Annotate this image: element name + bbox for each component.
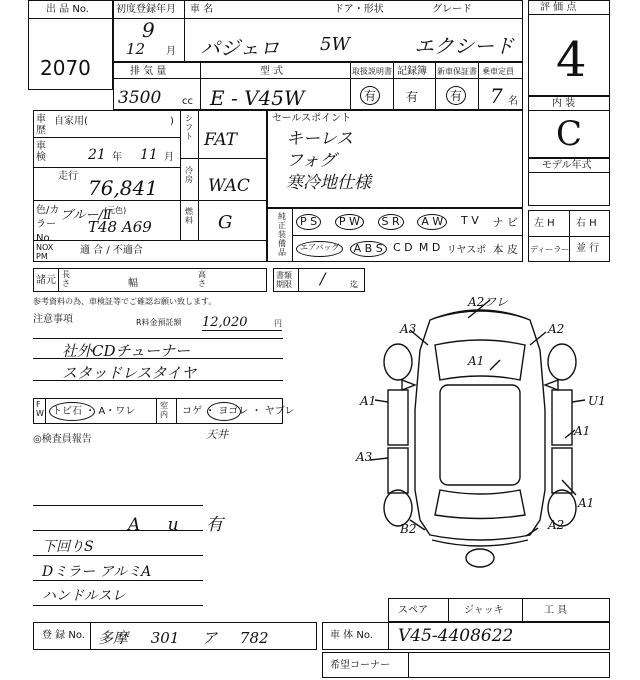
equip-ps: P S: [296, 214, 321, 230]
room-items: コゲ ・ ヨゴレ ・ ヤブレ: [182, 406, 295, 417]
record-label: 記録簿: [397, 66, 427, 77]
divider: [388, 622, 389, 650]
divider: [198, 110, 199, 240]
divider: [292, 235, 523, 236]
fw-circle-mark: [49, 402, 95, 421]
interior-label: 内 装: [552, 98, 576, 109]
equip-cd: C D: [392, 241, 413, 254]
divider: [350, 62, 351, 110]
width-label: 幅: [128, 278, 138, 289]
spare-label: スペア: [398, 605, 428, 616]
capacity-label: 乗車定員: [482, 67, 514, 76]
divider: [478, 62, 479, 110]
equipment-label: 純正装備品: [278, 212, 286, 257]
right-hand-drive: 右 H: [576, 218, 597, 229]
note-line: スタッドレスタイヤ: [62, 364, 197, 382]
room-label: 室内: [160, 401, 168, 419]
divider: [298, 268, 299, 292]
rule: [33, 605, 203, 606]
divider: [113, 18, 523, 19]
divider: [393, 62, 394, 110]
chassis-label: 車 体 No.: [330, 630, 373, 641]
damage-mark: A2フレ: [468, 295, 508, 309]
damage-mark: A2: [548, 322, 565, 336]
manual-value: 有: [360, 86, 380, 105]
equip-pw: P W: [335, 214, 364, 230]
equipment-row-2: [296, 241, 522, 257]
equip-airbag: エアバッグ: [296, 241, 343, 257]
divider: [180, 200, 267, 201]
rating-label: 評 価 点: [540, 2, 577, 13]
divider: [528, 110, 610, 111]
divider: [180, 110, 181, 240]
fw-items: トビ石 ・ A・ワレ: [52, 406, 136, 417]
inspection-month-unit: 月: [164, 152, 174, 163]
jack-label: ジャッキ: [464, 605, 504, 616]
damage-mark: B2: [400, 522, 417, 536]
divider: [180, 158, 267, 159]
warranty-value: 有: [446, 86, 466, 105]
rule: [33, 505, 203, 506]
history-value: 自家用(: [54, 116, 88, 127]
cc-unit: cc: [182, 96, 193, 107]
transmission: FAT: [204, 130, 238, 150]
divider: [176, 398, 177, 424]
divider: [528, 14, 610, 15]
room-note: 天井: [206, 428, 228, 441]
rating: 4: [556, 32, 587, 88]
equip-md: M D: [418, 241, 441, 254]
divider: [184, 0, 185, 62]
damage-mark: A1: [360, 394, 377, 408]
inspector-label: ◎検査員報告: [33, 434, 92, 445]
grade: エクシード: [414, 34, 514, 58]
model-code: E - V45W: [210, 86, 305, 110]
grade-label: グレード: [432, 4, 472, 15]
inspection-year-unit: 年: [112, 152, 122, 163]
tool-label: 工 具: [544, 605, 568, 616]
divider: [528, 172, 610, 173]
divider: [33, 240, 267, 241]
length-label: 長さ: [62, 270, 70, 288]
mileage-label: 走行: [58, 171, 78, 182]
divider: [408, 652, 409, 678]
disclaimer: 参考資料の為、車検証等でご確認お願い致します。: [33, 297, 217, 306]
caution-label: 注意事項: [33, 314, 73, 325]
interior-grade: C: [556, 114, 583, 154]
inspection-month: 11: [140, 147, 158, 163]
inspection-label: 車検: [36, 141, 46, 163]
document-deadline-unit: 迄: [350, 280, 358, 289]
divider: [33, 137, 180, 138]
divider: [113, 78, 523, 79]
document-deadline-value: /: [320, 269, 326, 288]
displacement: 3500: [118, 88, 162, 108]
damage-mark: A3: [400, 322, 417, 336]
equip-abs: A B S: [350, 241, 387, 257]
nox-value: 適 合 / 不適合: [80, 245, 143, 256]
divider: [202, 330, 282, 331]
reg-month: 12: [126, 40, 146, 58]
transmission-label: シフト: [185, 114, 193, 141]
sales-point-line: キーレス: [286, 129, 354, 149]
damage-mark: U1: [588, 394, 606, 408]
sales-point-line: 寒冷地仕様: [286, 173, 371, 193]
dimensions-label: 諸元: [36, 275, 56, 286]
recycle-value: 12,020: [202, 315, 248, 330]
nox-label: NOX PM: [36, 243, 54, 261]
ac: WAC: [208, 176, 250, 196]
manual-label: 取扱説明書: [352, 67, 392, 76]
reg-month-suffix: 月: [166, 46, 176, 57]
damage-mark: A1: [574, 424, 591, 438]
car-name-label: 車 名: [190, 4, 214, 15]
report-line: Dミラー アルミA: [42, 564, 152, 580]
fuel-label: 燃料: [185, 207, 193, 225]
recycle-unit: 円: [274, 319, 282, 328]
height-label: 高さ: [198, 270, 206, 288]
divider: [528, 236, 610, 237]
dealer: ディーラー: [530, 245, 570, 254]
record-value: 有: [406, 90, 419, 104]
parallel-import: 並 行: [576, 243, 600, 254]
capacity: 7: [490, 84, 503, 108]
registration-value: 多摩 301 ア 782: [98, 629, 269, 647]
report-line: 下回りS: [42, 539, 94, 555]
divider: [156, 398, 157, 424]
report-line: A u 有: [128, 515, 224, 535]
divider: [448, 598, 449, 622]
color-code: T48 A69: [88, 218, 152, 236]
divider: [200, 62, 201, 110]
divider: [28, 18, 113, 19]
door-shape: 5W: [320, 34, 350, 55]
capacity-unit: 名: [508, 96, 518, 107]
model-year-label: モデル年式: [542, 160, 592, 171]
ac-label: 冷房: [185, 166, 193, 184]
lot-number: 2070: [40, 56, 91, 80]
divider: [33, 200, 180, 201]
color-label: 色/カラーNo.: [36, 205, 60, 244]
equip-rear-spoiler: リヤスポ: [446, 245, 487, 256]
registration-label: 登 録 No.: [42, 630, 85, 641]
car-name: パジェロ: [200, 36, 280, 60]
color-original: (元色): [104, 206, 127, 215]
divider: [33, 167, 180, 168]
damage-mark: A1: [468, 354, 485, 368]
chassis-value: V45-4408622: [398, 626, 514, 646]
note-line: 社外CDチューナー: [62, 342, 191, 360]
equip-leather: 本 皮: [492, 243, 518, 256]
equip-sr: S R: [378, 214, 404, 230]
fw-label: F W: [36, 400, 44, 418]
displacement-label: 排 気 量: [130, 66, 167, 77]
report-line: ハンドルスレ: [42, 588, 126, 604]
reg-label: 初度登録年月: [116, 4, 176, 15]
car-damage-diagram: [340, 290, 620, 590]
reg-year: 9: [142, 18, 155, 42]
lot-label: 出 品 No.: [46, 4, 89, 15]
divider: [435, 62, 436, 110]
damage-mark: A2: [548, 518, 565, 532]
equip-tv: T V: [460, 214, 479, 227]
inspection-year: 21: [88, 147, 106, 163]
equip-navi: ナ ビ: [492, 216, 518, 229]
divider: [58, 268, 59, 292]
mileage: 76,841: [88, 176, 158, 200]
equip-aw: A W: [417, 214, 447, 230]
left-hand-drive: 左 H: [534, 218, 555, 229]
type-label: 型 式: [260, 66, 284, 77]
type-shape-label: ドア・形状: [334, 4, 384, 15]
divider: [522, 598, 523, 622]
divider: [90, 622, 91, 650]
recycle-label: R料金預託額: [136, 318, 182, 327]
color-value: ブルー/Ⅱ: [60, 208, 112, 223]
document-deadline-label: 書類期限: [276, 271, 292, 289]
warranty-label: 新車保証書: [437, 67, 477, 76]
room-circle-mark: [207, 402, 241, 421]
fuel: G: [218, 212, 233, 233]
sales-point-line: フォグ: [286, 151, 337, 171]
rule: [33, 338, 283, 339]
equipment-row-1: [296, 214, 522, 230]
history-label: 車歴: [36, 114, 46, 136]
divider: [45, 398, 46, 424]
sales-points-label: セールスポイント: [272, 113, 352, 124]
damage-mark: A1: [578, 496, 595, 510]
history-close: ): [170, 116, 174, 127]
damage-mark: A3: [356, 450, 373, 464]
wish-label: 希望コーナー: [330, 660, 390, 671]
